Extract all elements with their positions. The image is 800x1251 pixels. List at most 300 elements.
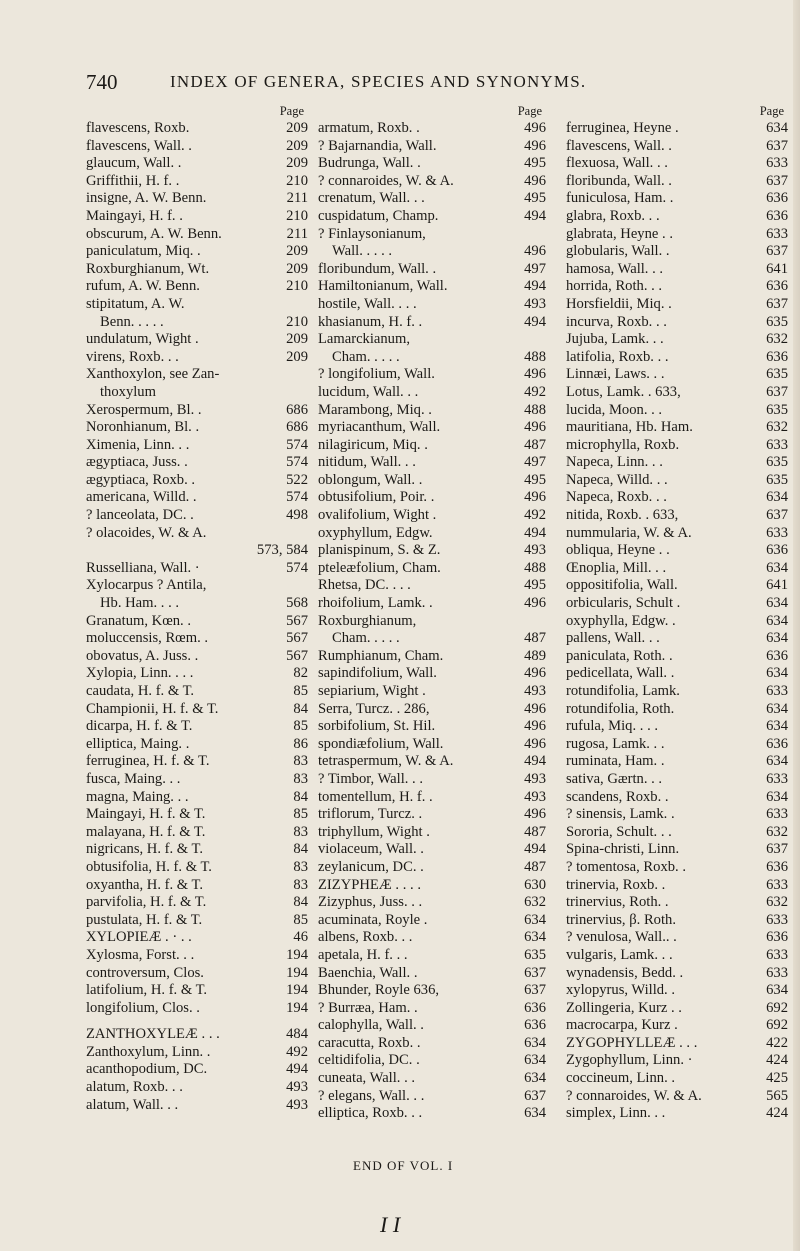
index-entry [566, 1070, 788, 1088]
entry-name: Noronhianum, Bl. . [86, 419, 200, 436]
entry-name: Granatum, Kœn. . [86, 612, 191, 629]
entry-page: 634 [766, 120, 788, 136]
index-entry [566, 349, 788, 367]
entry-name: Ximenia, Linn. . . [86, 436, 190, 453]
index-entry [566, 402, 788, 420]
entry-page: 84 [293, 700, 308, 717]
entry-page: 194 [286, 946, 308, 963]
index-entry [86, 665, 308, 683]
entry-name: Roxburghianum, [318, 612, 417, 629]
entry-name: Xerospermum, Bl. . [86, 401, 202, 418]
index-entry [318, 877, 546, 895]
index-entry [318, 753, 546, 771]
entry-page: 498 [286, 507, 308, 524]
index-entry [86, 138, 308, 156]
entry-name: hamosa, Wall. . . [566, 260, 664, 277]
entry-page: 636 [766, 348, 788, 365]
entry-name: latifolium, H. f. & T. [86, 982, 208, 999]
entry-name: oppositifolia, Wall. [566, 577, 678, 594]
entry-name: Napeca, Roxb. . . [566, 489, 667, 506]
index-entry [86, 489, 308, 507]
entry-page: 634 [766, 630, 788, 647]
index-entry [566, 120, 788, 138]
entry-page: 424 [766, 1105, 788, 1122]
index-entry [566, 208, 788, 226]
index-entry [86, 929, 308, 947]
entry-page: 85 [293, 911, 308, 928]
entry-page: 487 [524, 823, 546, 840]
index-entry [566, 824, 788, 842]
entry-name: Horsfieldii, Miq. . [566, 295, 672, 312]
entry-name: triflorum, Turcz. . [318, 806, 423, 823]
entry-page: 636 [766, 735, 788, 752]
index-entry [566, 296, 788, 314]
entry-page: 210 [286, 313, 308, 330]
entry-name: trinervia, Roxb. . [566, 876, 666, 893]
entry-name: Cham. . . . . [332, 630, 400, 647]
entry-page: 496 [524, 489, 546, 506]
entry-name: sepiarium, Wight . [318, 683, 426, 699]
index-entry [566, 982, 788, 1000]
entry-name: ? elegans, Wall. . . [318, 1087, 425, 1104]
entry-name: sapindifolium, Wall. [318, 665, 437, 682]
entry-name: ? lanceolata, DC. . [86, 507, 194, 524]
index-entry [566, 753, 788, 771]
entry-page: 496 [524, 243, 546, 260]
index-entry [566, 173, 788, 191]
entry-page: 209 [286, 120, 308, 136]
entry-name: ægyptiaca, Roxb. . [86, 471, 196, 488]
entry-page: 496 [524, 806, 546, 823]
entry-name: Xylopia, Linn. . . . [86, 665, 194, 682]
entry-name: sativa, Gærtn. . . [566, 770, 663, 787]
index-entry [566, 437, 788, 455]
entry-page: 637 [524, 964, 546, 981]
end-of-volume: END OF VOL. I [353, 1158, 454, 1173]
entry-page: 211 [286, 225, 308, 242]
entry-name: pteleæfolium, Cham. [318, 559, 441, 576]
entry-page: 637 [766, 295, 788, 312]
index-entry [86, 1000, 308, 1018]
entry-page: 487 [524, 436, 546, 453]
column-heading: Page [517, 104, 542, 118]
index-entry [318, 859, 546, 877]
index-entry [86, 349, 308, 367]
entry-page: 494 [524, 207, 546, 224]
entry-name: ZYGOPHYLLEÆ . . . [566, 1034, 698, 1051]
index-entry [86, 912, 308, 930]
entry-name: Hamiltonianum, Wall. [318, 278, 448, 295]
entry-page: 633 [766, 911, 788, 928]
entry-name: scandens, Roxb. . [566, 788, 669, 805]
index-entry [86, 1044, 308, 1062]
index-entry [566, 859, 788, 877]
entry-name: tetraspermum, W. & A. [318, 753, 454, 770]
entry-page: 488 [524, 559, 546, 576]
entry-page: 210 [286, 172, 308, 189]
entry-name: Russelliana, Wall. · [86, 559, 200, 576]
page-number: 740 [86, 70, 118, 94]
index-entry [86, 947, 308, 965]
index-entry [86, 190, 308, 208]
index-entry [318, 1070, 546, 1088]
entry-page: 496 [524, 718, 546, 735]
index-entry [318, 437, 546, 455]
entry-page: 495 [524, 577, 546, 594]
entry-name: khasianum, H. f. . [318, 313, 423, 330]
entry-name: elliptica, Roxb. . . [318, 1105, 423, 1122]
index-entry [86, 419, 308, 437]
index-entry [86, 877, 308, 895]
entry-page: 633 [766, 806, 788, 823]
index-entry [566, 278, 788, 296]
entry-name: rufum, A. W. Benn. [86, 278, 200, 295]
index-entry [86, 1079, 308, 1097]
entry-name: hostile, Wall. . . . [318, 295, 417, 312]
entry-name: horrida, Roth. . . [566, 278, 663, 295]
entry-name: Rhetsa, DC. . . . [318, 577, 411, 594]
index-entry [86, 736, 308, 754]
index-entry [86, 771, 308, 789]
index-entry [566, 894, 788, 912]
entry-name: controversum, Clos. [86, 964, 204, 981]
entry-name: paniculatum, Miq. . [86, 243, 201, 260]
entry-name: ZANTHOXYLEÆ . . . [86, 1026, 220, 1043]
index-entry [318, 507, 546, 525]
entry-page: 496 [524, 700, 546, 717]
entry-page: 634 [524, 1105, 546, 1122]
entry-name: moluccensis, Rœm. . [86, 630, 209, 647]
index-entry [86, 753, 308, 771]
entry-page: 83 [293, 876, 308, 893]
entry-name: dicarpa, H. f. & T. [86, 718, 193, 735]
entry-name: apetala, H. f. . . [318, 946, 408, 963]
index-entry [566, 771, 788, 789]
index-entry [566, 472, 788, 490]
index-entry [318, 261, 546, 279]
entry-name: nitidum, Wall. . . [318, 454, 416, 471]
index-entry [566, 507, 788, 525]
entry-page [543, 331, 546, 349]
entry-page: 636 [766, 278, 788, 295]
index-entry [566, 841, 788, 859]
entry-page [305, 525, 308, 543]
index-entry [86, 1061, 308, 1079]
entry-name: latifolia, Roxb. . . [566, 348, 669, 365]
entry-page: 493 [524, 683, 546, 699]
entry-page: 637 [766, 172, 788, 189]
index-entry [318, 947, 546, 965]
entry-name: microphylla, Roxb. [566, 436, 680, 453]
entry-name: fusca, Maing. . . [86, 770, 181, 787]
entry-name: macrocarpa, Kurz . [566, 1017, 678, 1034]
index-entry [318, 155, 546, 173]
entry-page: 487 [524, 630, 546, 647]
index-entry [318, 208, 546, 226]
entry-page: 194 [286, 999, 308, 1016]
entry-page: 496 [524, 419, 546, 436]
entry-page: 692 [766, 999, 788, 1016]
entry-name: vulgaris, Lamk. . . [566, 946, 673, 963]
index-entry [566, 965, 788, 983]
entry-name: acanthopodium, DC. [86, 1061, 208, 1078]
entry-name: cuneata, Wall. . . [318, 1070, 416, 1087]
entry-page: 634 [524, 1034, 546, 1051]
index-entry [86, 507, 308, 525]
index-entry [318, 965, 546, 983]
index-entry [566, 577, 788, 595]
entry-page [305, 366, 308, 384]
index-entry [318, 665, 546, 683]
index-entry [566, 226, 788, 244]
index-entry [318, 454, 546, 472]
entry-name: Jujuba, Lamk. . . [566, 331, 664, 348]
entry-name: Xylosma, Forst. . . [86, 946, 195, 963]
entry-page: 633 [766, 683, 788, 699]
entry-name: Marambong, Miq. . [318, 401, 432, 418]
entry-page: 496 [524, 595, 546, 612]
entry-page: 636 [766, 929, 788, 946]
entry-name: mauritiana, Hb. Ham. [566, 419, 693, 436]
index-entry [566, 1017, 788, 1035]
entry-name: zeylanicum, DC. . [318, 858, 424, 875]
index-entry [318, 595, 546, 613]
index-entry [86, 1026, 308, 1044]
entry-name: flavescens, Wall. . [566, 137, 672, 154]
index-entry [86, 278, 308, 296]
entry-page: 634 [766, 595, 788, 612]
entry-name: spondiæfolium, Wall. [318, 735, 444, 752]
index-entry [566, 912, 788, 930]
entry-name: lucidum, Wall. . . [318, 383, 419, 400]
index-entry [566, 314, 788, 332]
index-entry [318, 806, 546, 824]
index-entry [86, 454, 308, 472]
entry-name: Napeca, Willd. . . [566, 471, 668, 488]
entry-name: oblongum, Wall. . [318, 471, 423, 488]
entry-page: 635 [766, 454, 788, 471]
index-entry [86, 366, 308, 384]
entry-page: 637 [766, 137, 788, 154]
entry-name: rhoifolium, Lamk. . [318, 595, 433, 612]
index-entry [318, 190, 546, 208]
entry-name: alatum, Roxb. . . [86, 1079, 183, 1096]
index-entry [566, 542, 788, 560]
index-entry [566, 560, 788, 578]
index-column-1 [86, 103, 308, 1114]
entry-page: 634 [524, 929, 546, 946]
entry-page: 634 [766, 489, 788, 506]
entry-page: 637 [766, 383, 788, 400]
entry-name: crenatum, Wall. . . [318, 190, 425, 207]
entry-page: 633 [766, 225, 788, 242]
entry-name: caudata, H. f. & T. [86, 683, 195, 699]
entry-page: 209 [286, 137, 308, 154]
entry-page: 686 [286, 401, 308, 418]
entry-name: ? Burræa, Ham. . [318, 999, 418, 1016]
entry-name: funiculosa, Ham. . [566, 190, 674, 207]
index-entry [86, 806, 308, 824]
entry-page: 209 [286, 260, 308, 277]
index-entry [318, 648, 546, 666]
index-entry [86, 718, 308, 736]
entry-page: 496 [524, 137, 546, 154]
index-entry [318, 331, 546, 349]
column-heading: Page [279, 104, 304, 118]
index-entry [566, 155, 788, 173]
index-column-2 [318, 103, 546, 1123]
entry-page: 489 [524, 647, 546, 664]
entry-name: myriacanthum, Wall. [318, 419, 441, 436]
entry-page: 634 [766, 788, 788, 805]
entry-name: calophylla, Wall. . [318, 1017, 424, 1034]
index-entry [86, 542, 308, 560]
entry-name: Lotus, Lamk. . 633, [566, 383, 681, 400]
entry-name: trinervius, Roth. . [566, 894, 669, 911]
index-entry [566, 454, 788, 472]
entry-name: Baenchia, Wall. . [318, 964, 418, 981]
index-entry [86, 683, 308, 701]
entry-name: Lamarckianum, [318, 331, 410, 348]
entry-name: lucida, Moon. . . [566, 401, 663, 418]
entry-page: 495 [524, 471, 546, 488]
entry-page: 635 [766, 366, 788, 383]
entry-name: nilagiricum, Miq. . [318, 436, 428, 453]
index-entry [86, 894, 308, 912]
index-entry [86, 824, 308, 842]
entry-page: 83 [293, 770, 308, 787]
index-entry [86, 841, 308, 859]
entry-page: 209 [286, 155, 308, 172]
index-entry [566, 1000, 788, 1018]
index-entry [86, 155, 308, 173]
entry-page: 496 [524, 120, 546, 136]
entry-page: 574 [286, 436, 308, 453]
entry-page: 424 [766, 1052, 788, 1069]
entry-page: 496 [524, 735, 546, 752]
entry-page: 493 [524, 295, 546, 312]
entry-name: nummularia, W. & A. [566, 524, 692, 541]
index-entry [318, 560, 546, 578]
entry-name: Wall. . . . . [332, 243, 393, 260]
index-entry [86, 173, 308, 191]
entry-name: Bhunder, Royle 636, [318, 982, 440, 999]
index-entry [318, 1105, 546, 1123]
index-entry [566, 243, 788, 261]
index-entry [318, 1052, 546, 1070]
entry-page: 632 [766, 894, 788, 911]
entry-name: Napeca, Linn. . . [566, 454, 663, 471]
index-entry [86, 261, 308, 279]
entry-name: xylopyrus, Willd. . [566, 982, 676, 999]
entry-name: Hb. Ham. . . . [100, 595, 180, 612]
entry-page: 635 [766, 471, 788, 488]
entry-name: ægyptiaca, Juss. . [86, 454, 188, 471]
index-entry [566, 718, 788, 736]
entry-page: 496 [524, 366, 546, 383]
entry-name: Benn. . . . . [100, 313, 164, 330]
entry-page: 493 [524, 788, 546, 805]
entry-page: 496 [524, 172, 546, 189]
entry-name: rugosa, Lamk. . . [566, 735, 665, 752]
index-entry [566, 138, 788, 156]
index-entry [318, 683, 546, 701]
entry-name: Xanthoxylon, see Zan- [86, 366, 220, 383]
entry-page: 686 [286, 419, 308, 436]
index-entry [318, 894, 546, 912]
entry-page: 497 [524, 260, 546, 277]
index-entry [566, 683, 788, 701]
index-entry [318, 419, 546, 437]
entry-name: globularis, Wall. . [566, 243, 670, 260]
entry-page: 488 [524, 401, 546, 418]
entry-name: sorbifolium, St. Hil. [318, 718, 436, 735]
entry-page: 194 [286, 982, 308, 999]
entry-page: 634 [766, 753, 788, 770]
entry-page: 574 [286, 559, 308, 576]
entry-page: 633 [766, 946, 788, 963]
index-entry [566, 489, 788, 507]
entry-page: 84 [293, 788, 308, 805]
entry-page: 209 [286, 348, 308, 365]
entry-page: 494 [524, 313, 546, 330]
index-entry [86, 437, 308, 455]
entry-page: 633 [766, 964, 788, 981]
entry-page: 497 [524, 454, 546, 471]
entry-name: elliptica, Maing. . [86, 735, 190, 752]
entry-page: 85 [293, 683, 308, 699]
index-entry [318, 226, 546, 244]
entry-name: floribunda, Wall. . [566, 172, 672, 189]
index-entry [318, 701, 546, 719]
index-entry [566, 806, 788, 824]
entry-page: 494 [286, 1061, 308, 1078]
entry-name: ferruginea, Heyne . [566, 120, 679, 136]
index-entry [86, 384, 308, 402]
entry-page: 495 [524, 190, 546, 207]
index-entry [86, 314, 308, 332]
index-entry [318, 630, 546, 648]
index-entry [566, 595, 788, 613]
index-entry [86, 630, 308, 648]
entry-name: ? olacoides, W. & A. [86, 524, 207, 541]
index-entry [566, 1035, 788, 1053]
entry-name: coccineum, Linn. . [566, 1070, 676, 1087]
index-entry [86, 331, 308, 349]
entry-page: 85 [293, 718, 308, 735]
entry-name: wynadensis, Bedd. . [566, 964, 684, 981]
index-entry [566, 736, 788, 754]
entry-page: 633 [766, 524, 788, 541]
entry-name: alatum, Wall. . . [86, 1096, 179, 1113]
entry-page: 634 [766, 612, 788, 629]
index-entry [86, 982, 308, 1000]
entry-page: 494 [524, 524, 546, 541]
entry-page: 637 [524, 1087, 546, 1104]
index-entry [318, 736, 546, 754]
entry-page: 632 [766, 823, 788, 840]
entry-name: floribundum, Wall. . [318, 260, 437, 277]
entry-page: 634 [524, 1052, 546, 1069]
entry-page: 492 [286, 1043, 308, 1060]
entry-name: Championii, H. f. & T. [86, 700, 219, 717]
entry-page: 692 [766, 1017, 788, 1034]
entry-name: ? Finlaysonianum, [318, 225, 426, 242]
entry-name: glabra, Roxb. . . [566, 207, 660, 224]
entry-name: oxyphyllum, Edgw. [318, 524, 433, 541]
index-entry [566, 630, 788, 648]
index-entry [86, 226, 308, 244]
